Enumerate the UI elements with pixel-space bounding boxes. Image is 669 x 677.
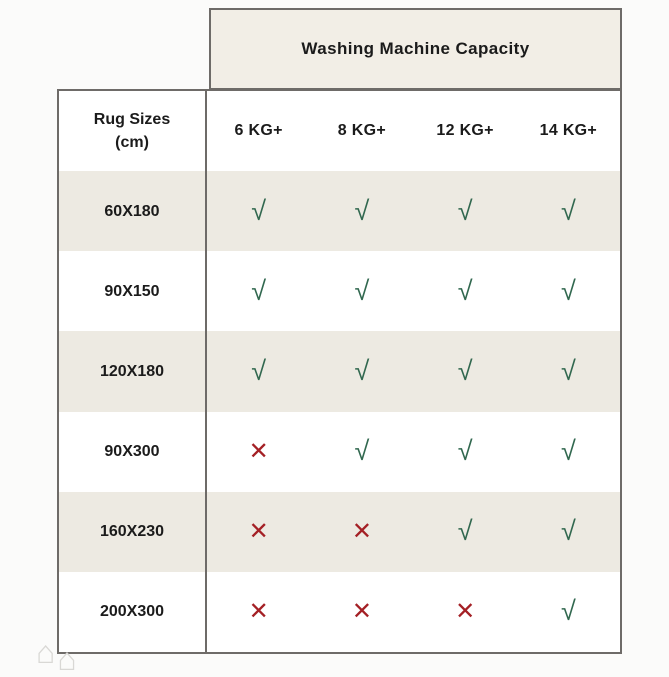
check-icon: √ <box>457 275 473 306</box>
rug-size-label: 200X300 <box>59 572 207 652</box>
house-icon: ⌂ <box>57 641 77 677</box>
table-row <box>59 331 620 411</box>
check-icon: √ <box>251 195 267 226</box>
table-row <box>59 251 620 331</box>
watermark <box>36 636 77 675</box>
check-icon: √ <box>354 355 370 386</box>
column-header-6kg: 6 KG+ <box>234 122 283 140</box>
rug-size-label: 160X230 <box>59 492 207 572</box>
rug-size-label: 90X150 <box>59 251 207 331</box>
check-icon: √ <box>354 436 370 467</box>
check-icon: √ <box>251 275 267 306</box>
rug-sizes-header <box>59 91 207 171</box>
check-icon: √ <box>560 355 576 386</box>
table-header-row <box>59 91 620 171</box>
rug-capacity-table <box>57 89 622 654</box>
cross-icon: ✕ <box>351 597 372 625</box>
table-row <box>59 171 620 251</box>
check-icon: √ <box>560 436 576 467</box>
check-icon: √ <box>560 516 576 547</box>
column-header-14kg: 14 KG+ <box>539 122 598 140</box>
check-icon: √ <box>560 275 576 306</box>
check-icon: √ <box>354 195 370 226</box>
cross-icon: ✕ <box>248 517 269 545</box>
table-row <box>59 492 620 572</box>
check-icon: √ <box>560 195 576 226</box>
check-icon: √ <box>251 355 267 386</box>
rug-size-label: 120X180 <box>59 331 207 411</box>
check-icon: √ <box>457 436 473 467</box>
capacity-header-title: Washing Machine Capacity <box>301 39 530 58</box>
column-header-8kg: 8 KG+ <box>337 122 386 140</box>
rug-size-label: 60X180 <box>59 171 207 251</box>
cross-icon: ✕ <box>248 437 269 465</box>
cross-icon: ✕ <box>351 517 372 545</box>
rug-sizes-header-line1: Rug Sizes <box>93 110 171 128</box>
rug-sizes-header-line2: (cm) <box>115 134 149 152</box>
check-icon: √ <box>457 355 473 386</box>
table-row <box>59 412 620 492</box>
table-row <box>59 572 620 652</box>
rug-size-label: 90X300 <box>59 412 207 492</box>
check-icon: √ <box>560 596 576 627</box>
check-icon: √ <box>457 516 473 547</box>
check-icon: √ <box>457 195 473 226</box>
capacity-header <box>209 8 622 90</box>
house-icon: ⌂ <box>36 634 56 670</box>
check-icon: √ <box>354 275 370 306</box>
cross-icon: ✕ <box>248 597 269 625</box>
column-header-12kg: 12 KG+ <box>436 122 494 140</box>
cross-icon: ✕ <box>455 597 476 625</box>
